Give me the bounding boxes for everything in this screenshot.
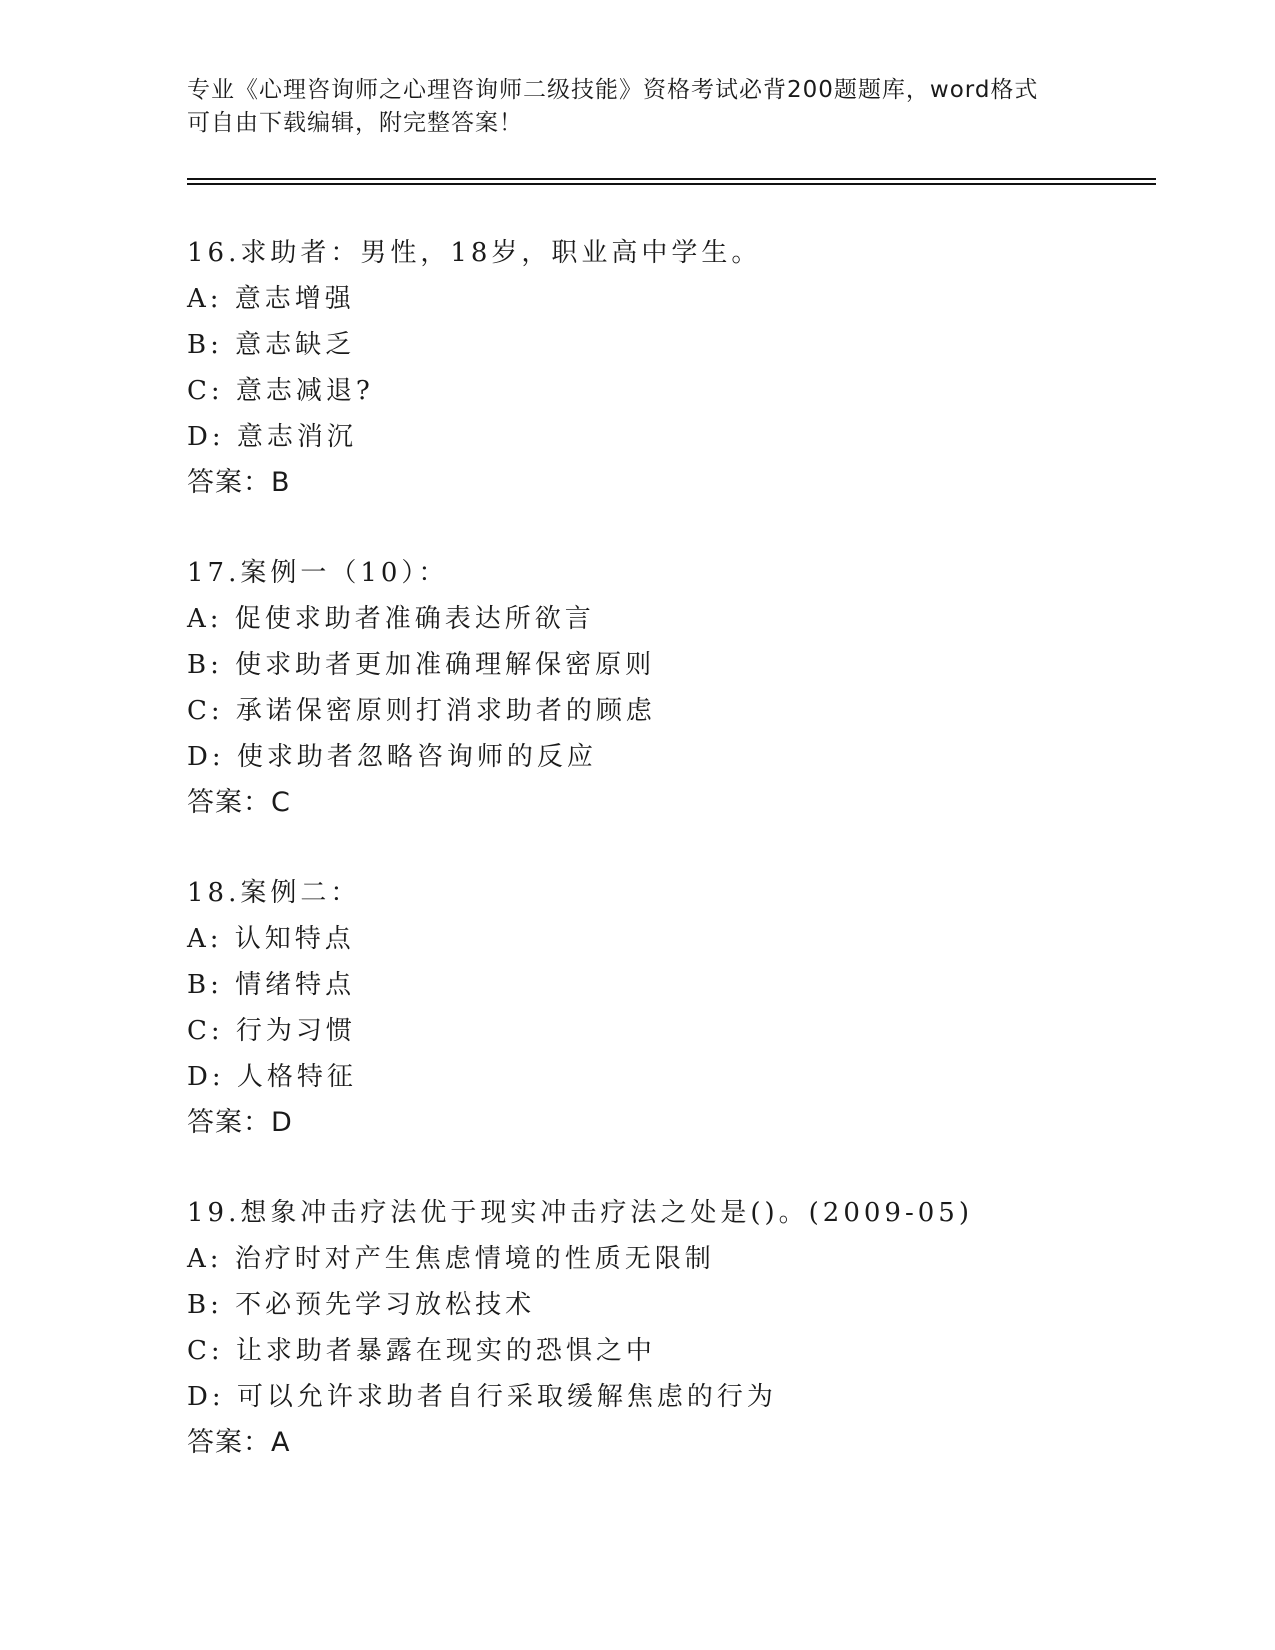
question-stem: 17.案例一（10）： (187, 558, 449, 588)
question-stem: 18.案例二： (187, 878, 361, 908)
option-d: D: 意志消沉 (187, 422, 357, 452)
option-a: A: 认知特点 (187, 924, 355, 954)
option-d: D: 使求助者忽略咨询师的反应 (187, 742, 597, 772)
option-b: B: 不必预先学习放松技术 (187, 1290, 536, 1320)
question-stem: 19.想象冲击疗法优于现实冲击疗法之处是()。(2009-05) (187, 1198, 973, 1228)
option-a: A: 治疗时对产生焦虑情境的性质无限制 (187, 1244, 715, 1274)
header-line-2: 可自由下载编辑，附完整答案！ (187, 110, 523, 136)
option-c: C: 承诺保密原则打消求助者的顾虑 (187, 696, 656, 726)
answer-label: 答案：A (187, 1427, 291, 1458)
option-c: C: 意志减退? (187, 376, 374, 406)
header-line-1: 专业《心理咨询师之心理咨询师二级技能》资格考试必背200题题库，word格式 (187, 77, 1039, 103)
question-19 (187, 1190, 1167, 1466)
question-18 (187, 870, 1167, 1146)
option-a: A: 促使求助者准确表达所欲言 (187, 604, 595, 634)
document-header (187, 74, 1087, 140)
question-16 (187, 230, 1167, 506)
option-b: B: 意志缺乏 (187, 330, 356, 360)
option-b: B: 情绪特点 (187, 970, 356, 1000)
answer-label: 答案：C (187, 787, 291, 818)
option-d: D: 可以允许求助者自行采取缓解焦虑的行为 (187, 1382, 777, 1412)
option-a: A: 意志增强 (187, 284, 355, 314)
header-divider-top (187, 178, 1156, 180)
answer-label: 答案：B (187, 467, 291, 498)
header-divider-bottom (187, 183, 1156, 185)
option-c: C: 让求助者暴露在现实的恐惧之中 (187, 1336, 656, 1366)
option-b: B: 使求助者更加准确理解保密原则 (187, 650, 656, 680)
option-d: D: 人格特征 (187, 1062, 357, 1092)
answer-label: 答案：D (187, 1107, 293, 1138)
question-17 (187, 550, 1167, 826)
option-c: C: 行为习惯 (187, 1016, 356, 1046)
question-stem: 16.求助者：男性，18岁，职业高中学生。 (187, 238, 762, 268)
